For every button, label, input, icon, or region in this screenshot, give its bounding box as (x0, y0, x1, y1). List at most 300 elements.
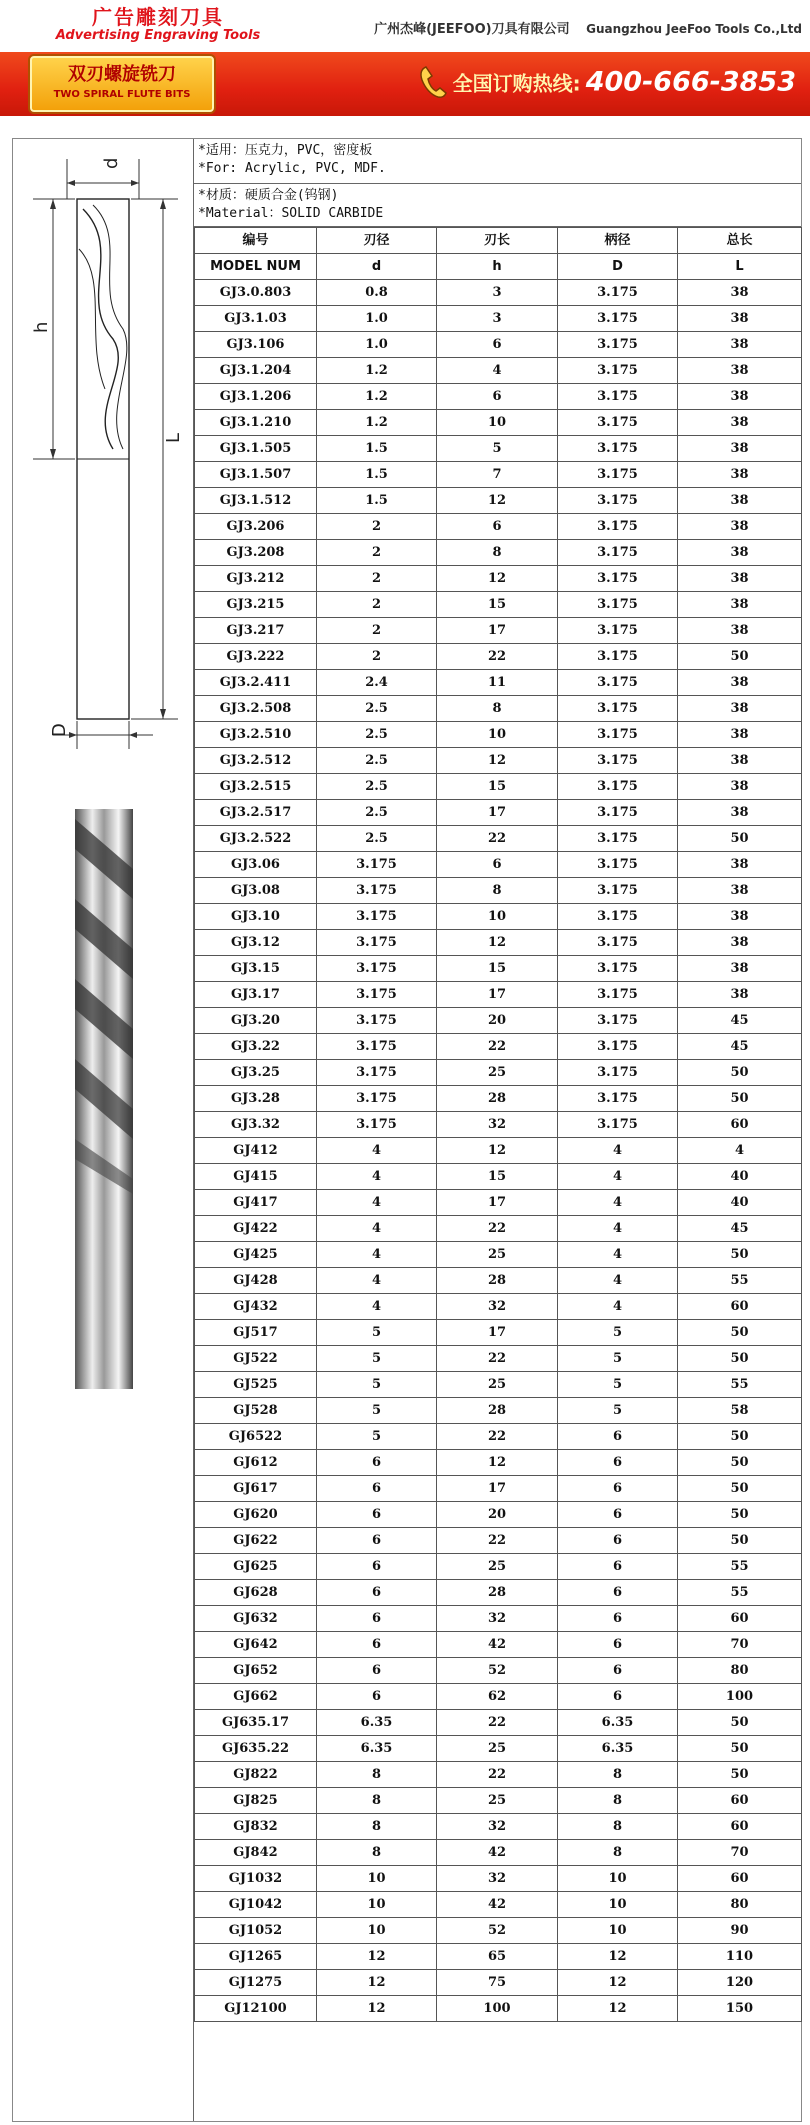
table-cell: 65 (437, 1944, 558, 1970)
table-row (195, 1268, 802, 1294)
table-row (195, 696, 802, 722)
dimension-diagram (13, 139, 193, 759)
table-cell: 3.175 (558, 644, 678, 670)
table-cell: GJ3.1.505 (195, 436, 317, 462)
table-cell: 8 (558, 1814, 678, 1840)
table-cell: GJ6522 (195, 1424, 317, 1450)
table-cell: 4 (558, 1242, 678, 1268)
table-cell: 1.2 (317, 410, 437, 436)
table-row (195, 1060, 802, 1086)
table-cell: 3.175 (558, 670, 678, 696)
product-badge (30, 56, 214, 112)
table-cell: 12 (558, 1970, 678, 1996)
table-cell: 4 (317, 1268, 437, 1294)
table-row (195, 618, 802, 644)
table-cell: 32 (437, 1866, 558, 1892)
table-cell: 50 (678, 1060, 802, 1086)
table-cell: 25 (437, 1372, 558, 1398)
table-header-cell: 柄径 (558, 228, 678, 254)
table-cell: 38 (678, 696, 802, 722)
table-row (195, 1346, 802, 1372)
table-cell: 32 (437, 1814, 558, 1840)
spec-table-body (195, 228, 802, 2022)
spec-panel (194, 139, 801, 2022)
table-cell: 50 (678, 1502, 802, 1528)
table-row (195, 1320, 802, 1346)
page-header (0, 0, 810, 120)
brand-name-en: Advertising Engraving Tools (55, 28, 261, 43)
table-cell: 3.175 (558, 1034, 678, 1060)
table-cell: 6.35 (317, 1736, 437, 1762)
table-cell: 120 (678, 1970, 802, 1996)
table-cell: 6.35 (317, 1710, 437, 1736)
table-cell: 6 (317, 1554, 437, 1580)
table-cell: GJ3.2.515 (195, 774, 317, 800)
table-cell: 38 (678, 748, 802, 774)
table-cell: 3.175 (317, 852, 437, 878)
spec-sheet (12, 138, 802, 2122)
table-cell: GJ825 (195, 1788, 317, 1814)
table-cell: 3.175 (558, 410, 678, 436)
table-cell: 15 (437, 774, 558, 800)
table-cell: GJ3.106 (195, 332, 317, 358)
table-cell: 10 (437, 410, 558, 436)
table-cell: GJ3.25 (195, 1060, 317, 1086)
table-cell: 3.175 (558, 618, 678, 644)
table-cell: 22 (437, 1424, 558, 1450)
table-cell: 38 (678, 774, 802, 800)
table-cell: 38 (678, 878, 802, 904)
table-cell: 3.175 (317, 1086, 437, 1112)
table-cell: 3.175 (558, 566, 678, 592)
table-cell: 17 (437, 800, 558, 826)
table-cell: 6 (558, 1658, 678, 1684)
table-cell: 3.175 (558, 878, 678, 904)
table-cell: 3.175 (317, 956, 437, 982)
table-header-cell: 刃长 (437, 228, 558, 254)
table-cell: 3.175 (317, 930, 437, 956)
table-cell: 6 (558, 1424, 678, 1450)
table-cell: 60 (678, 1112, 802, 1138)
table-cell: 20 (437, 1502, 558, 1528)
table-cell: GJ517 (195, 1320, 317, 1346)
table-cell: 70 (678, 1632, 802, 1658)
table-cell: 4 (317, 1190, 437, 1216)
table-cell: GJ3.12 (195, 930, 317, 956)
table-cell: 50 (678, 1710, 802, 1736)
table-cell: 2 (317, 592, 437, 618)
table-cell: 3.175 (558, 930, 678, 956)
table-cell: 110 (678, 1944, 802, 1970)
table-cell: 3.175 (558, 592, 678, 618)
hotline-number: 400-666-3853 (585, 66, 796, 98)
table-cell: GJ642 (195, 1632, 317, 1658)
table-header-cell: d (317, 254, 437, 280)
table-cell: 42 (437, 1892, 558, 1918)
table-cell: 42 (437, 1632, 558, 1658)
table-cell: 3.175 (558, 306, 678, 332)
table-cell: 3.175 (558, 384, 678, 410)
table-cell: 5 (317, 1398, 437, 1424)
table-cell: 50 (678, 1762, 802, 1788)
table-cell: 3.175 (558, 800, 678, 826)
table-cell: 50 (678, 1346, 802, 1372)
table-cell: GJ3.2.522 (195, 826, 317, 852)
table-cell: 80 (678, 1892, 802, 1918)
table-cell: 8 (437, 540, 558, 566)
table-cell: 55 (678, 1580, 802, 1606)
table-row (195, 1554, 802, 1580)
table-cell: 5 (317, 1372, 437, 1398)
table-cell: GJ3.2.508 (195, 696, 317, 722)
table-cell: GJ622 (195, 1528, 317, 1554)
table-row (195, 722, 802, 748)
table-cell: 0.8 (317, 280, 437, 306)
table-cell: 12 (317, 1944, 437, 1970)
dim-label-h: h (31, 321, 52, 333)
table-cell: 50 (678, 1086, 802, 1112)
table-row (195, 332, 802, 358)
table-cell: GJ417 (195, 1190, 317, 1216)
table-cell: 12 (437, 566, 558, 592)
table-cell: 3.175 (558, 358, 678, 384)
tool-photo (13, 809, 193, 1409)
table-cell: 6 (558, 1606, 678, 1632)
table-cell: 25 (437, 1060, 558, 1086)
table-cell: 5 (317, 1346, 437, 1372)
table-cell: 52 (437, 1918, 558, 1944)
table-cell: 8 (558, 1788, 678, 1814)
table-cell: 22 (437, 1346, 558, 1372)
table-cell: 25 (437, 1242, 558, 1268)
table-header-cell: D (558, 254, 678, 280)
table-cell: 6 (558, 1450, 678, 1476)
table-cell: 17 (437, 1476, 558, 1502)
table-row (195, 1372, 802, 1398)
table-row (195, 1242, 802, 1268)
table-cell: GJ822 (195, 1762, 317, 1788)
table-row (195, 280, 802, 306)
table-cell: 50 (678, 1736, 802, 1762)
table-cell: 2.4 (317, 670, 437, 696)
table-cell: 50 (678, 644, 802, 670)
table-cell: GJ3.22 (195, 1034, 317, 1060)
table-cell: 50 (678, 1450, 802, 1476)
table-row (195, 1190, 802, 1216)
table-cell: 38 (678, 462, 802, 488)
table-cell: 20 (437, 1008, 558, 1034)
table-row (195, 1424, 802, 1450)
table-cell: 6 (558, 1528, 678, 1554)
table-cell: 3.175 (558, 722, 678, 748)
usage-info-cn: *适用：压克力，PVC，密度板 (198, 143, 373, 158)
table-cell: GJ632 (195, 1606, 317, 1632)
table-row (195, 1398, 802, 1424)
table-cell: 12 (437, 1450, 558, 1476)
table-cell: 60 (678, 1294, 802, 1320)
table-cell: GJ3.2.517 (195, 800, 317, 826)
table-cell: 3.175 (558, 1112, 678, 1138)
table-cell: 38 (678, 384, 802, 410)
table-cell: GJ3.20 (195, 1008, 317, 1034)
table-cell: 6 (437, 332, 558, 358)
table-cell: 22 (437, 1216, 558, 1242)
table-row (195, 1684, 802, 1710)
table-cell: 6 (317, 1580, 437, 1606)
table-cell: 55 (678, 1268, 802, 1294)
table-cell: 6 (558, 1554, 678, 1580)
table-cell: 3.175 (558, 540, 678, 566)
table-cell: 52 (437, 1658, 558, 1684)
table-cell: 6.35 (558, 1710, 678, 1736)
table-row (195, 878, 802, 904)
table-cell: GJ3.2.411 (195, 670, 317, 696)
table-cell: 6 (317, 1632, 437, 1658)
table-row (195, 566, 802, 592)
phone-icon (418, 64, 448, 100)
table-row (195, 1658, 802, 1684)
usage-info-en: *For: Acrylic, PVC, MDF. (194, 160, 801, 184)
table-cell: GJ832 (195, 1814, 317, 1840)
table-cell: 50 (678, 826, 802, 852)
table-cell: 5 (317, 1320, 437, 1346)
table-cell: 38 (678, 410, 802, 436)
table-row (195, 1112, 802, 1138)
table-cell: 6 (558, 1632, 678, 1658)
material-info-en: *Material：SOLID CARBIDE (194, 205, 801, 227)
table-cell: 2 (317, 540, 437, 566)
table-row (195, 1996, 802, 2022)
table-cell: GJ1032 (195, 1866, 317, 1892)
table-cell: GJ3.1.204 (195, 358, 317, 384)
table-row (195, 1710, 802, 1736)
table-cell: 6 (437, 514, 558, 540)
table-cell: 3.175 (558, 1008, 678, 1034)
table-row (195, 1034, 802, 1060)
table-cell: 38 (678, 280, 802, 306)
table-cell: 22 (437, 826, 558, 852)
table-cell: 8 (317, 1762, 437, 1788)
table-cell: 22 (437, 1710, 558, 1736)
table-cell: GJ525 (195, 1372, 317, 1398)
table-cell: 17 (437, 982, 558, 1008)
table-cell: 6 (317, 1684, 437, 1710)
table-cell: 62 (437, 1684, 558, 1710)
table-cell: 25 (437, 1736, 558, 1762)
table-row (195, 1086, 802, 1112)
table-cell: 4 (317, 1164, 437, 1190)
table-cell: 45 (678, 1034, 802, 1060)
table-cell: 42 (437, 1840, 558, 1866)
table-cell: 3.175 (558, 280, 678, 306)
table-cell: GJ662 (195, 1684, 317, 1710)
table-cell: 3.175 (558, 514, 678, 540)
table-cell: GJ3.2.510 (195, 722, 317, 748)
table-cell: 10 (317, 1918, 437, 1944)
table-row (195, 1762, 802, 1788)
table-cell: GJ635.22 (195, 1736, 317, 1762)
table-cell: 3.175 (558, 748, 678, 774)
table-row (195, 488, 802, 514)
table-cell: 2.5 (317, 696, 437, 722)
table-cell: 3.175 (317, 982, 437, 1008)
table-cell: 5 (558, 1346, 678, 1372)
table-row (195, 1918, 802, 1944)
table-cell: 3.175 (558, 332, 678, 358)
company-name (374, 18, 802, 37)
table-cell: 38 (678, 982, 802, 1008)
table-cell: GJ625 (195, 1554, 317, 1580)
table-header-cell: 编号 (195, 228, 317, 254)
table-cell: 6 (317, 1476, 437, 1502)
table-cell: 4 (317, 1138, 437, 1164)
table-cell: 3.175 (558, 774, 678, 800)
table-row (195, 1008, 802, 1034)
table-cell: 50 (678, 1476, 802, 1502)
table-cell: 1.2 (317, 384, 437, 410)
table-row (195, 540, 802, 566)
table-row (195, 1476, 802, 1502)
table-cell: 75 (437, 1970, 558, 1996)
table-cell: 38 (678, 514, 802, 540)
table-cell: GJ652 (195, 1658, 317, 1684)
table-cell: 45 (678, 1216, 802, 1242)
table-cell: 22 (437, 644, 558, 670)
table-cell: 38 (678, 722, 802, 748)
table-header-cell: L (678, 254, 802, 280)
table-cell: 22 (437, 1762, 558, 1788)
table-cell: 3.175 (317, 878, 437, 904)
table-cell: 38 (678, 436, 802, 462)
table-cell: 6 (317, 1502, 437, 1528)
table-cell: GJ3.212 (195, 566, 317, 592)
table-cell: GJ12100 (195, 1996, 317, 2022)
table-cell: 90 (678, 1918, 802, 1944)
table-cell: 2.5 (317, 722, 437, 748)
table-cell: GJ3.08 (195, 878, 317, 904)
table-cell: 5 (317, 1424, 437, 1450)
table-cell: 80 (678, 1658, 802, 1684)
table-cell: 17 (437, 618, 558, 644)
table-cell: 1.2 (317, 358, 437, 384)
table-cell: 12 (437, 930, 558, 956)
table-cell: 7 (437, 462, 558, 488)
table-cell: 6 (317, 1450, 437, 1476)
table-cell: GJ425 (195, 1242, 317, 1268)
table-cell: GJ3.1.03 (195, 306, 317, 332)
table-cell: 1.5 (317, 462, 437, 488)
table-row (195, 1528, 802, 1554)
table-cell: 28 (437, 1086, 558, 1112)
table-header-row-cn (195, 228, 802, 254)
table-cell: 8 (558, 1762, 678, 1788)
table-cell: GJ3.17 (195, 982, 317, 1008)
table-cell: GJ3.217 (195, 618, 317, 644)
table-row (195, 436, 802, 462)
table-cell: 4 (317, 1216, 437, 1242)
table-row (195, 852, 802, 878)
table-cell: 15 (437, 1164, 558, 1190)
table-cell: 6 (437, 384, 558, 410)
table-cell: 70 (678, 1840, 802, 1866)
table-cell: 28 (437, 1268, 558, 1294)
table-cell: 6 (437, 852, 558, 878)
table-cell: 1.5 (317, 488, 437, 514)
table-row (195, 904, 802, 930)
table-row (195, 1450, 802, 1476)
table-cell: GJ842 (195, 1840, 317, 1866)
table-cell: 12 (437, 748, 558, 774)
table-cell: GJ635.17 (195, 1710, 317, 1736)
table-cell: 11 (437, 670, 558, 696)
table-cell: GJ3.32 (195, 1112, 317, 1138)
table-cell: 38 (678, 956, 802, 982)
table-cell: 3.175 (317, 1034, 437, 1060)
table-cell: 1.0 (317, 306, 437, 332)
table-row (195, 462, 802, 488)
table-cell: 25 (437, 1554, 558, 1580)
table-cell: GJ3.10 (195, 904, 317, 930)
table-cell: GJ628 (195, 1580, 317, 1606)
table-cell: 40 (678, 1190, 802, 1216)
table-row (195, 930, 802, 956)
table-cell: 60 (678, 1788, 802, 1814)
table-cell: 6 (317, 1658, 437, 1684)
table-cell: 15 (437, 592, 558, 618)
product-title-en: TWO SPIRAL FLUTE BITS (53, 89, 191, 100)
table-cell: 15 (437, 956, 558, 982)
table-cell: GJ3.1.512 (195, 488, 317, 514)
table-cell: 6 (558, 1476, 678, 1502)
table-cell: GJ3.06 (195, 852, 317, 878)
table-cell: GJ3.1.507 (195, 462, 317, 488)
table-cell: 38 (678, 306, 802, 332)
table-cell: 8 (317, 1840, 437, 1866)
table-cell: 6 (558, 1684, 678, 1710)
table-cell: 38 (678, 566, 802, 592)
table-row (195, 1944, 802, 1970)
table-cell: 4 (317, 1242, 437, 1268)
table-cell: GJ432 (195, 1294, 317, 1320)
dim-label-L: L (163, 432, 184, 443)
table-row (195, 774, 802, 800)
table-cell: 3.175 (558, 1086, 678, 1112)
table-cell: 3.175 (558, 1060, 678, 1086)
table-cell: 45 (678, 1008, 802, 1034)
table-cell: 32 (437, 1606, 558, 1632)
table-cell: 10 (558, 1918, 678, 1944)
table-cell: 1.0 (317, 332, 437, 358)
table-cell: 12 (317, 1970, 437, 1996)
table-cell: 5 (437, 436, 558, 462)
table-cell: 38 (678, 488, 802, 514)
table-cell: 10 (437, 904, 558, 930)
spec-table (194, 227, 802, 2022)
table-cell: 2.5 (317, 800, 437, 826)
table-cell: 38 (678, 592, 802, 618)
table-cell: GJ3.206 (195, 514, 317, 540)
table-cell: 38 (678, 540, 802, 566)
table-row (195, 1736, 802, 1762)
table-row (195, 592, 802, 618)
table-cell: 38 (678, 618, 802, 644)
table-header-cell: 刃径 (317, 228, 437, 254)
table-cell: GJ3.1.206 (195, 384, 317, 410)
brand-logo (38, 6, 278, 44)
table-cell: GJ428 (195, 1268, 317, 1294)
table-cell: 3.175 (558, 826, 678, 852)
hotline-label: 全国订购热线: (452, 71, 581, 96)
